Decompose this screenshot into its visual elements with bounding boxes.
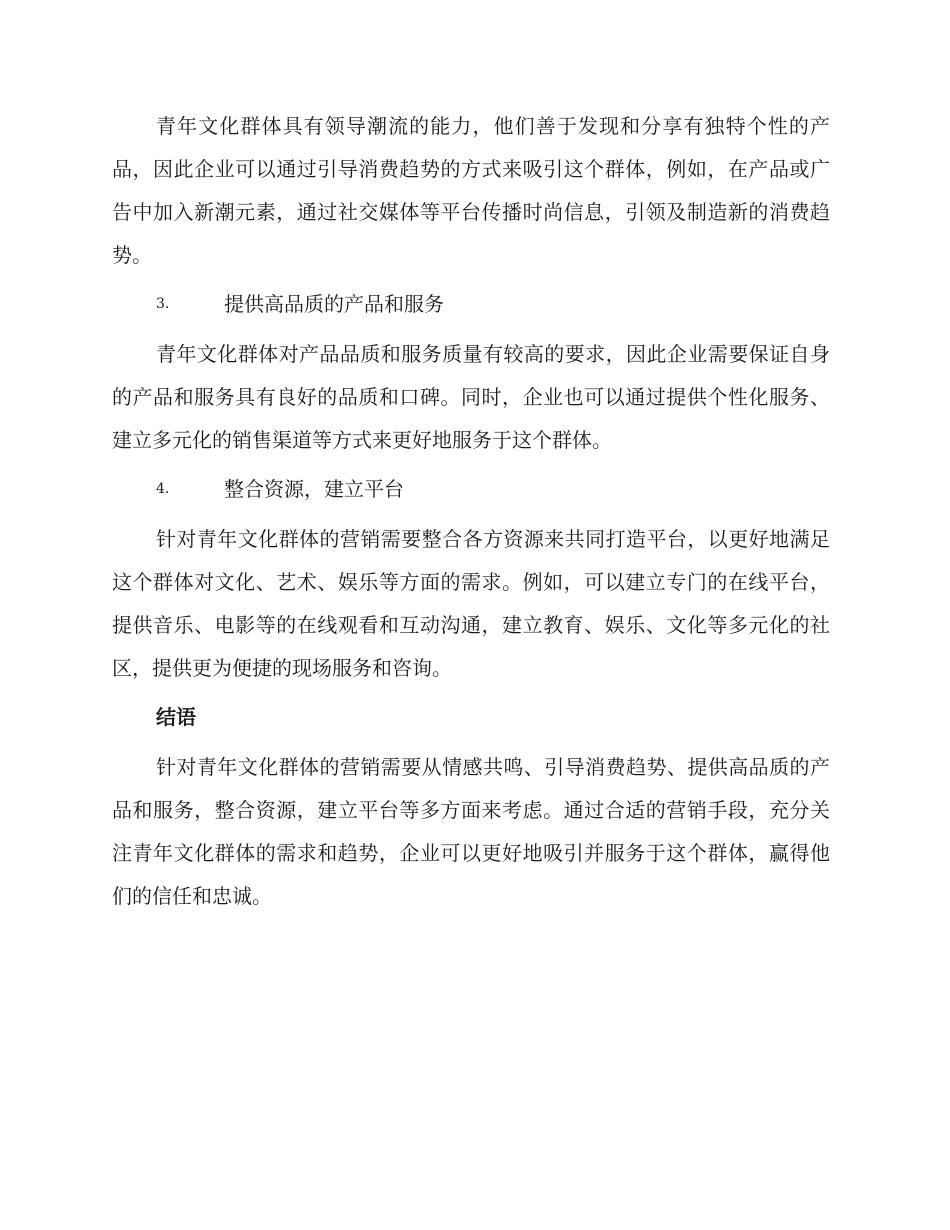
list-item-4	[112, 468, 830, 511]
paragraph-platform: 针对青年文化群体的营销需要整合各方资源来共同打造平台，以更好地满足这个群体对文化、艺术、娱乐等方面的需求。例如，可以建立专门的在线平台，提供音乐、电影等的在线观看和互动沟通，建立教育、娱乐、文化等多元化的社区，提供更为便捷的现场服务和咨询。	[112, 527, 830, 680]
paragraph-consumption-trends: 青年文化群体具有领导潮流的能力，他们善于发现和分享有独特个性的产品，因此企业可以通过引导消费趋势的方式来吸引这个群体，例如，在产品或广告中加入新潮元素，通过社交媒体等平台传播时尚信息，引领及制造新的消费趋势。	[112, 114, 830, 267]
list-item-4-title: 整合资源，建立平台	[224, 477, 404, 501]
conclusion-heading: 结语	[156, 705, 196, 729]
paragraph-conclusion: 针对青年文化群体的营销需要从情感共鸣、引导消费趋势、提供高品质的产品和服务，整合资源，建立平台等多方面来考虑。通过合适的营销手段，充分关注青年文化群体的需求和趋势，企业可以更好地吸引并服务于这个群体，赢得他们的信任和忠诚。	[112, 755, 830, 908]
list-item-4-number: 4.	[156, 481, 170, 497]
list-item-3	[112, 283, 830, 326]
list-item-3-number: 3.	[156, 296, 170, 312]
list-item-3-title: 提供高品质的产品和服务	[224, 292, 444, 316]
paragraph-quality: 青年文化群体对产品品质和服务质量有较高的要求，因此企业需要保证自身的产品和服务具有良好的品质和口碑。同时，企业也可以通过提供个性化服务、建立多元化的销售渠道等方式来更好地服务于这个群体。	[112, 342, 830, 452]
document-page	[112, 105, 830, 918]
